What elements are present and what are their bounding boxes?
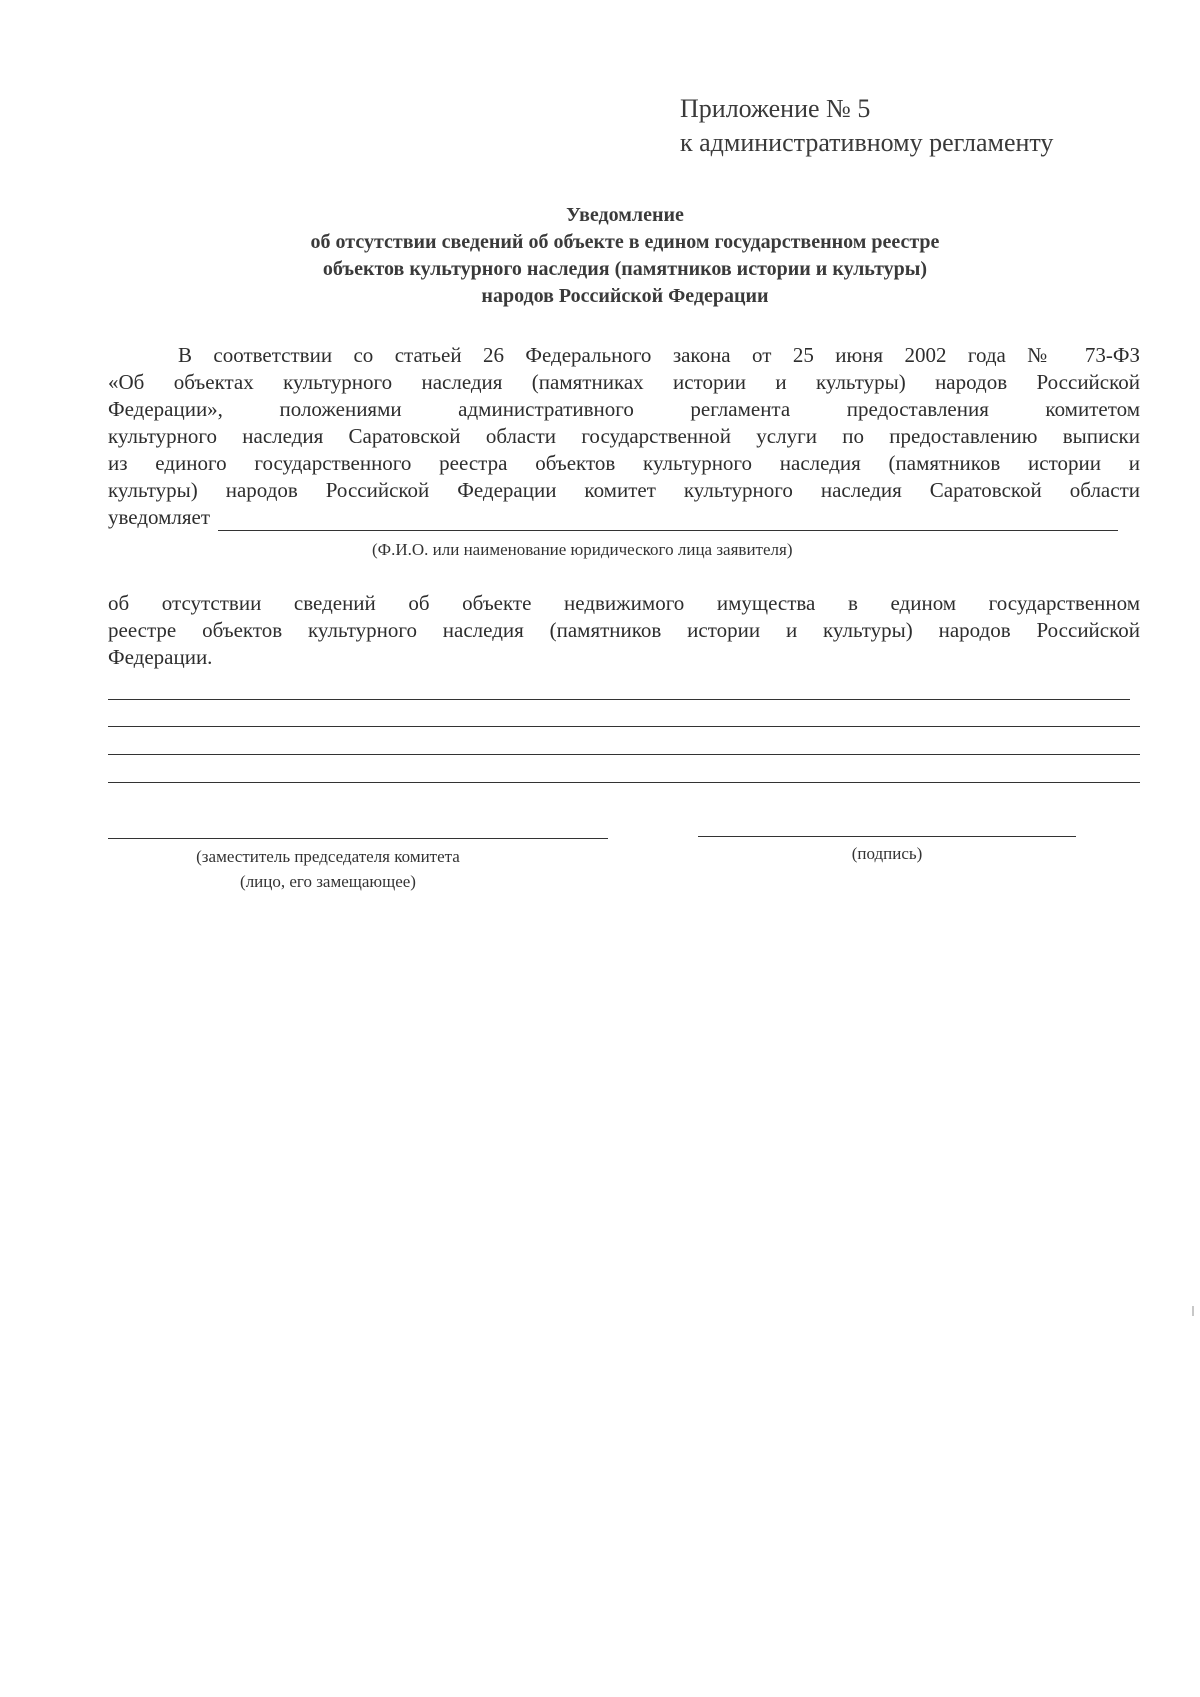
document-title [100, 202, 1150, 310]
title-line-4: народов Российской Федерации [481, 285, 769, 307]
paragraph-absence-notice [108, 590, 1140, 671]
notify-word: уведомляет [108, 505, 211, 529]
title-line-2: об отсутствии сведений об объекте в едином государственном реестре [310, 231, 940, 253]
paragraph-line: В соответствии со статьей 26 Федерального закона от 25 июня 2002 года № 73-ФЗ [178, 343, 1140, 367]
signature-line[interactable] [698, 836, 1076, 837]
blank-fill-line[interactable] [108, 754, 1140, 755]
notify-row [108, 504, 1140, 531]
applicant-caption: (Ф.И.О. или наименование юридического лица заявителя) [372, 540, 793, 559]
paragraph-line: культурного наследия Саратовской области государственной услуги по предоставлению выписки [108, 424, 1140, 448]
signature-caption: (подпись) [851, 844, 923, 863]
appendix-header [680, 92, 1053, 160]
position-signature-line[interactable] [108, 838, 608, 839]
paragraph-line: «Об объектах культурного наследия (памятниках истории и культуры) народов Российской [108, 370, 1140, 394]
blank-fill-line[interactable] [108, 782, 1140, 783]
paragraph-line: об отсутствии сведений об объекте недвижимого имущества в едином государственном [108, 591, 1140, 615]
appendix-number: Приложение № 5 [680, 94, 871, 123]
paragraph-line: Федерации», положениями административного регламента предоставления комитетом [108, 397, 1140, 421]
paragraph-line: реестре объектов культурного наследия (памятников истории и культуры) народов Российской [108, 618, 1140, 642]
paragraph-line: культуры) народов Российской Федерации комитет культурного наследия Саратовской области [108, 478, 1140, 502]
paragraph-legal-basis [108, 342, 1140, 531]
blank-fill-line[interactable] [108, 699, 1130, 700]
scan-edge-mark [1192, 1306, 1194, 1316]
title-line-3: объектов культурного наследия (памятников истории и культуры) [322, 258, 928, 280]
paragraph-line: Федерации. [108, 645, 213, 669]
blank-fill-line[interactable] [108, 726, 1140, 727]
paragraph-line: из единого государственного реестра объектов культурного наследия (памятников истории и [108, 451, 1140, 475]
position-caption [108, 844, 548, 894]
title-line-1: Уведомление [566, 204, 684, 226]
position-caption-line-2: (лицо, его замещающее) [240, 872, 416, 891]
position-caption-line-1: (заместитель председателя комитета [196, 847, 460, 866]
applicant-name-field[interactable] [218, 510, 1118, 531]
appendix-reference: к административному регламенту [680, 128, 1054, 157]
